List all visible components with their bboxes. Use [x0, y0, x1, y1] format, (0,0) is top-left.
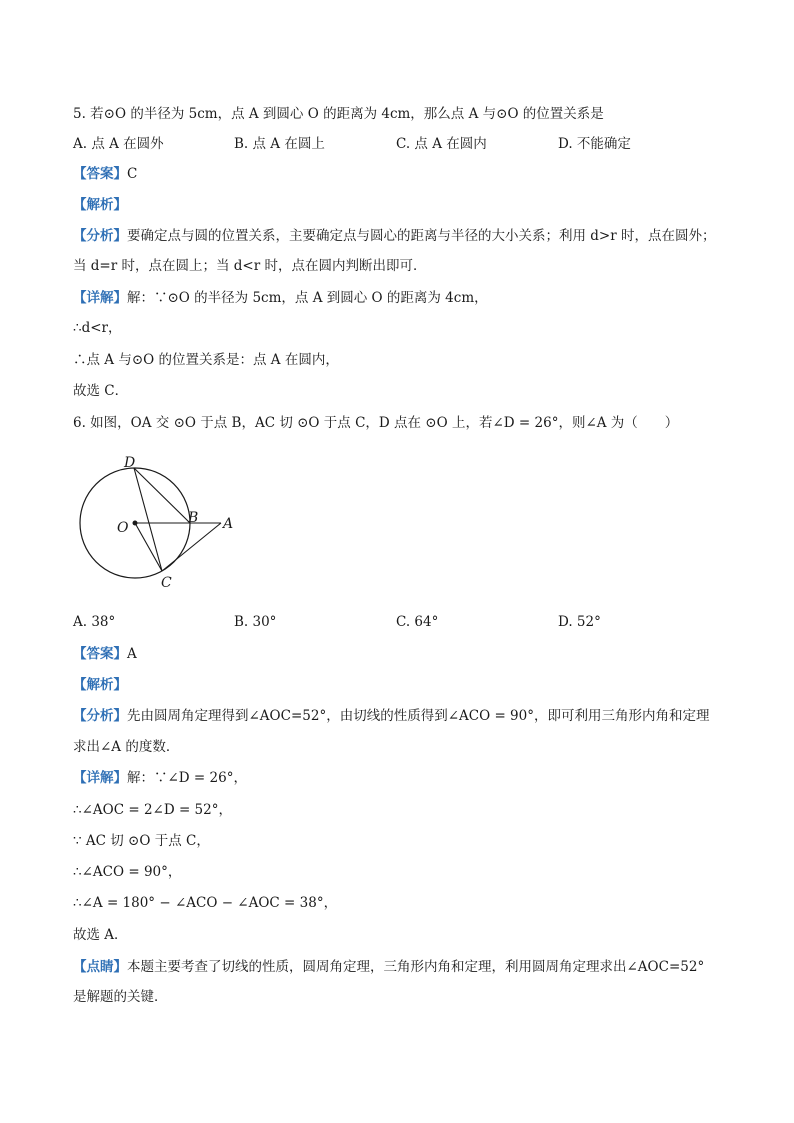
q6-solution-line-4: ∴∠ACO = 90°， — [73, 864, 182, 880]
q5-xiangjie-text-1: 解：∵⊙O 的半径为 5cm，点 A 到圆心 O 的距离为 4cm， — [127, 290, 488, 306]
q6-dianjing-line-1 — [73, 957, 704, 977]
q6-xiangjie-line-1 — [73, 768, 247, 788]
q6-xiangjie-text-1: 解：∵∠D = 26°， — [127, 770, 247, 786]
segment-dc — [134, 468, 162, 571]
q6-analysis-heading — [73, 675, 127, 695]
q5-option-a: A. 点 A 在圆外 — [73, 136, 164, 152]
center-point-o — [133, 521, 138, 526]
q5-fenxi-text-1: 要确定点与圆的位置关系，主要确定点与圆心的距离与半径的大小关系；利用 d>r 时，点在圆外； — [127, 228, 716, 244]
q5-option-c: C. 点 A 在圆内 — [396, 136, 487, 152]
q6-solution-line-2: ∴∠AOC = 2∠D = 52°， — [73, 802, 232, 818]
q6-xiangjie-tag: 【详解】 — [73, 770, 127, 786]
label-o: O — [117, 520, 129, 536]
q5-analysis-heading — [73, 195, 127, 215]
segment-ac — [162, 523, 221, 571]
q6-option-d: D. 52° — [558, 614, 601, 630]
q6-answer-line — [73, 644, 137, 664]
q5-solution-line-4: 故选 C． — [73, 383, 129, 399]
q6-fenxi-text-1: 先由圆周角定理得到∠AOC=52°，由切线的性质得到∠ACO = 90°，即可利用三角形内角和定理 — [127, 708, 710, 724]
label-a: A — [223, 516, 234, 532]
q6-stem: 6. 如图，OA 交 ⊙O 于点 B，AC 切 ⊙O 于点 C，D 点在 ⊙O 上，若∠D = 26°，则∠A 为（ ） — [73, 415, 679, 431]
q6-analysis-tag: 【解析】 — [73, 677, 127, 693]
q5-answer-tag: 【答案】 — [73, 166, 127, 182]
q5-fenxi-tag: 【分析】 — [73, 228, 127, 244]
q6-fenxi-line-1 — [73, 706, 709, 726]
q6-solution-line-3: ∵ AC 切 ⊙O 于点 C， — [73, 833, 210, 849]
q6-answer: A — [127, 646, 137, 662]
q6-dianjing-text-1: 本题主要考查了切线的性质，圆周角定理，三角形内角和定理，利用圆周角定理求出∠AOC=52° — [127, 959, 705, 975]
q5-xiangjie-tag: 【详解】 — [73, 290, 127, 306]
q5-analysis-tag: 【解析】 — [73, 197, 127, 213]
q6-fenxi-line-2: 求出∠A 的度数． — [73, 739, 180, 755]
q5-solution-line-3: ∴点 A 与⊙O 的位置关系是：点 A 在圆内， — [73, 352, 339, 368]
q5-solution-line-2: ∴d<r， — [73, 320, 122, 336]
q6-answer-tag: 【答案】 — [73, 646, 127, 662]
q6-option-a: A. 38° — [73, 614, 116, 630]
q5-xiangjie-line-1 — [73, 288, 488, 308]
q5-fenxi-line-1 — [73, 226, 716, 246]
q5-stem: 5. 若⊙O 的半径为 5cm，点 A 到圆心 O 的距离为 4cm，那么点 A 与⊙O 的位置关系是 — [73, 106, 604, 122]
q5-option-d: D. 不能确定 — [558, 136, 631, 152]
q6-option-b: B. 30° — [234, 614, 277, 630]
q5-fenxi-line-2: 当 d=r 时，点在圆上；当 d<r 时，点在圆内判断出即可． — [73, 258, 427, 274]
label-b: B — [188, 510, 199, 526]
segment-oc — [135, 523, 162, 571]
q6-fenxi-tag: 【分析】 — [73, 708, 127, 724]
segment-db — [134, 468, 190, 523]
q6-geometry-figure — [72, 450, 252, 600]
q6-solution-line-6: 故选 A． — [73, 927, 128, 943]
label-d: D — [124, 455, 136, 471]
q5-answer-line — [73, 164, 137, 184]
q6-dianjing-tag: 【点睛】 — [73, 959, 127, 975]
q6-solution-line-5: ∴∠A = 180° − ∠ACO − ∠AOC = 38°， — [73, 895, 338, 911]
q5-option-b: B. 点 A 在圆上 — [234, 136, 325, 152]
q5-answer: C — [127, 166, 138, 182]
q6-dianjing-line-2: 是解题的关键． — [73, 989, 168, 1005]
label-c: C — [161, 575, 172, 591]
q6-option-c: C. 64° — [396, 614, 439, 630]
